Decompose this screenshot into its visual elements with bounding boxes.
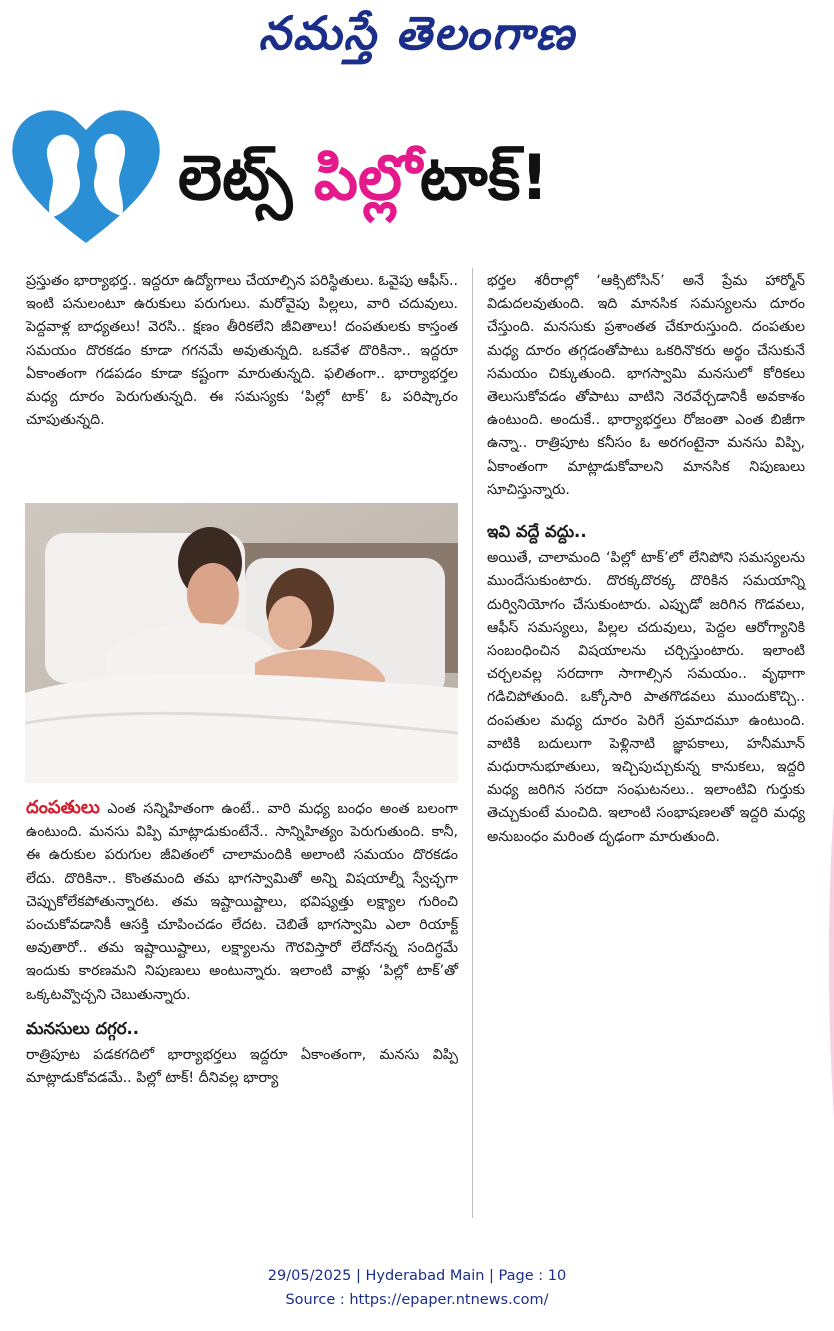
couple-in-bed-photo — [25, 503, 458, 783]
body-paragraph-1 — [26, 796, 458, 1007]
footer-date-edition: 29/05/2025 | Hyderabad Main | Page : 10 — [267, 1268, 567, 1284]
decorative-pink-arc — [814, 600, 834, 1320]
subhead-hearts-close: మనసులు దగ్గర.. — [26, 1018, 140, 1038]
drop-word: దంపతులు — [26, 797, 100, 818]
left-column-body — [26, 796, 458, 1090]
subhead-avoid-these: ఇవి వద్దే వద్దు.. — [487, 522, 587, 542]
left-column-intro — [26, 270, 458, 432]
headline-word-pillow: పిల్లో — [313, 141, 420, 214]
headline — [178, 118, 828, 238]
right-paragraph-2: అయితే, చాలామంది ‘పిల్లో టాక్’లో లేనిపోని సమస్యలను ముందేసుకుంటారు. దొరక్కదొరక్క దొరికిన సమయాన్ని దుర్వినియోగం చేసుకుంటారు. ఎప్పుడో జరిగిన గొడవలు, ఆఫీస్ సమస్యలు, పిల్లల చదువులు, పెద్దల ఆరోగ్యానికి సంబంధించిన విషయాలను చర్చిస్తుంటారు. ఇలాంటి చర్చలవల్ల సరదాగా సాగాల్సిన సమయం.. వృథాగా గడిచిపోతుంది. ఒక్కోసారి పాతగొడవలు ముందుకొచ్చి.. దంపతుల మధ్య దూరం పెరిగే ప్రమాదమూ ఉంటుంది. వాటికి బదులుగా పెళ్లినాటి జ్ఞాపకాలు, హనీమూన్ మధురానుభూతులు, ఇచ్చిపుచ్చుకున్న కానుకలు, ఇద్దరి మధ్య జరిగిన సరదా సంఘటనలు.. ఇలాంటివి గుర్తుకు తెచ్చుకుంటే మంచిది. ఇలాంటి సంభాషణలతో ఇద్దరి మధ్య అనుబంధం మరింత దృఢంగా మారుతుంది. — [487, 550, 805, 845]
body-paragraph-2: రాత్రిపూట పడకగదిలో భార్యాభర్తలు ఇద్దరూ ఏకాంతంగా, మనసు విప్పి మాట్లాడుకోవడమే.. పిల్లో టాక్! దీనివల్ల భార్యా — [26, 1047, 458, 1087]
masthead-title: నమస్తే తెలంగాణ — [258, 6, 576, 60]
right-paragraph-1: భర్తల శరీరాల్లో ‘ఆక్సిటోసిన్’ అనే ప్రేమ హార్మోన్ విడుదలవుతుంది. ఇది మానసిక సమస్యలను దూరం చేస్తుంది. మనసుకు ప్రశాంతత చేకూరుస్తుంది. దంపతుల మధ్య దూరం తగ్గడంతోపాటు ఒకరినొకరు అర్థం చేసుకునే సమయం చిక్కుతుంది. భాగస్వామి మనసులో కోరికలు తెలుసుకోవడం తోపాటు వాటిని నెరవేర్చడానికీ అవకాశం ఉంటుంది. అందుకే.. భార్యాభర్తలు రోజంతా ఎంత బిజీగా ఉన్నా.. రాత్రిపూట కనీసం ఓ అరగంటైనా మనసు విప్పి, ఏకాంతంగా మాట్లాడుకోవాలని మానసిక నిపుణులు సూచిస్తున్నారు. — [487, 273, 805, 498]
right-column — [487, 270, 805, 849]
column-divider — [472, 268, 473, 1218]
heart-silhouette-logo — [6, 98, 166, 248]
body-paragraph-1-text: ఎంత సన్నిహితంగా ఉంటే.. వారి మధ్య బంధం అంత బలంగా ఉంటుంది. మనసు విప్పి మాట్లాడుకుంటేనే.. సాన్నిహిత్యం పెరుగుతుంది. కానీ, ఈ ఉరుకుల పరుగుల జీవితంలో చాలామందికి అలాంటి సమయం దొరకడం లేదు. దొరికినా.. కొంతమంది తమ భాగస్వామితో అన్ని విషయాల్నీ స్వేచ్ఛగా చెప్పుకోలేకపోతున్నారట. తమ ఇష్టాయిష్టాలు, భవిష్యత్తు లక్ష్యాల గురించి పంచుకోవడానికీ ఆసక్తి చూపించడం లేదట. చెబితే భాగస్వామి ఎలా రియాక్ట్ అవుతారో.. తమ ఇష్టాయిష్టాలు, లక్ష్యాలను గౌరవిస్తారో లేదోనన్న సందిగ్ధమే ఇందుకు కారణమని నిపుణులు అంటున్నారు. ఇలాంటి వాళ్లు ‘పిల్లో టాక్’తో ఒక్కటవ్వొచ్చని చెబుతున్నారు. — [26, 801, 458, 1003]
photo-illustration — [25, 503, 458, 783]
headline-word-lets: లెట్స్ — [178, 141, 293, 214]
footer-source: Source : https://epaper.ntnews.com/ — [285, 1292, 549, 1308]
headline-word-talk: టాక్! — [419, 141, 549, 214]
intro-paragraph: ప్రస్తుతం భార్యాభర్త.. ఇద్దరూ ఉద్యోగాలు చేయాల్సిన పరిస్థితులు. ఓవైపు ఆఫీస్.. ఇంటి పనులంటూ ఉరుకులు పరుగులు. మరోవైపు పిల్లలు, వారి చదువులు. పెద్దవాళ్ల బాధ్యతలు! వెరసి.. క్షణం తీరికలేని జీవితాలు! దంపతులకు కాస్తంత సమయం దొరకడం కూడా గగనమే అవుతున్నది. ఒకవేళ దొరికినా.. ఇద్దరూ ఏకాంతంగా గడపడం కూడా కష్టంగా మారుతున్నది. ఫలితంగా.. భార్యాభర్తల మధ్య దూరం పెరుగుతున్నది. ఈ సమస్యకు ‘పిల్లో టాక్’ ఓ పరిష్కారం చూపుతున్నది. — [26, 273, 458, 429]
